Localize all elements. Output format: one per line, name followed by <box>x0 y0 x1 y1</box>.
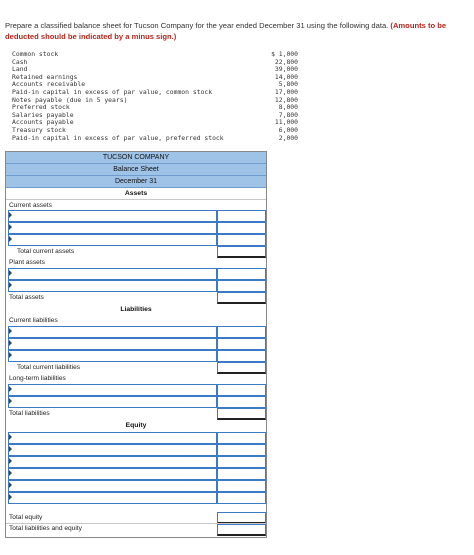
data-label: Preferred stock <box>12 103 70 112</box>
data-label: Common stock <box>12 50 59 58</box>
data-value: 39,000 <box>274 65 298 74</box>
account-select[interactable] <box>8 444 217 456</box>
amount-input[interactable] <box>217 338 266 350</box>
account-select[interactable] <box>8 468 217 480</box>
equity-heading: Equity <box>125 422 147 429</box>
data-value: $ 1,000 <box>271 50 298 58</box>
amount-input[interactable] <box>217 396 266 408</box>
account-select[interactable] <box>8 280 217 292</box>
account-select[interactable] <box>8 456 217 468</box>
plant-assets-row[interactable] <box>6 280 266 291</box>
data-label: Retained earnings <box>12 72 78 81</box>
plant-assets-label: Plant assets <box>9 259 45 266</box>
equity-row[interactable] <box>6 444 266 455</box>
current-liabilities-row[interactable] <box>6 326 266 337</box>
account-select[interactable] <box>8 492 217 504</box>
data-value: 5,800 <box>278 80 298 89</box>
account-select[interactable] <box>8 338 217 350</box>
data-values <box>238 51 298 142</box>
current-liabilities-row[interactable] <box>6 338 266 349</box>
data-value: 6,000 <box>278 125 298 134</box>
equity-row[interactable] <box>6 468 266 479</box>
data-label: Paid-in capital in excess of par value, common stock <box>12 87 213 96</box>
total-current-assets-input[interactable] <box>217 246 266 258</box>
amount-input[interactable] <box>217 234 266 246</box>
data-value: 2,000 <box>278 133 298 142</box>
account-select[interactable] <box>8 350 217 362</box>
account-select[interactable] <box>8 222 217 234</box>
instructions-text: Prepare a classified balance sheet for Tucson Company for the year ended December 31 using the following data. <box>5 21 389 30</box>
account-select[interactable] <box>8 234 217 246</box>
sheet-date: December 31 <box>6 176 266 188</box>
balance-sheet-form <box>5 151 267 538</box>
divider <box>6 199 266 200</box>
total-assets-label: Total assets <box>9 294 44 301</box>
amount-input[interactable] <box>217 222 266 234</box>
equity-row[interactable] <box>6 492 266 503</box>
amount-input[interactable] <box>217 444 266 456</box>
account-select[interactable] <box>8 210 217 222</box>
current-liabilities-row[interactable] <box>6 350 266 361</box>
total-equity-label: Total equity <box>9 514 43 521</box>
data-value: 22,800 <box>274 57 298 66</box>
total-current-liabilities-input[interactable] <box>217 362 266 374</box>
plant-assets-row[interactable] <box>6 268 266 279</box>
data-value: 7,800 <box>278 110 298 119</box>
assets-heading: Assets <box>124 190 148 197</box>
amount-input[interactable] <box>217 468 266 480</box>
current-assets-row[interactable] <box>6 222 266 233</box>
current-assets-row[interactable] <box>6 234 266 245</box>
data-label: Paid-in capital in excess of par value, preferred stock <box>12 133 224 142</box>
data-label: Accounts payable <box>12 118 74 127</box>
account-select[interactable] <box>8 480 217 492</box>
amount-input[interactable] <box>217 432 266 444</box>
long-term-liabilities-row[interactable] <box>6 396 266 407</box>
amount-input[interactable] <box>217 480 266 492</box>
sheet-statement-title: Balance Sheet <box>6 164 266 176</box>
amount-input[interactable] <box>217 210 266 222</box>
amount-input[interactable] <box>217 268 266 280</box>
account-select[interactable] <box>8 326 217 338</box>
account-select[interactable] <box>8 396 217 408</box>
data-value: 8,000 <box>278 103 298 112</box>
total-liabilities-equity-label: Total liabilities and equity <box>9 525 82 532</box>
liabilities-heading: Liabilities <box>120 306 152 313</box>
equity-row[interactable] <box>6 480 266 491</box>
total-liabilities-label: Total liabilities <box>9 410 50 417</box>
account-select[interactable] <box>8 432 217 444</box>
amount-input[interactable] <box>217 350 266 362</box>
amount-input[interactable] <box>217 384 266 396</box>
total-assets-input[interactable] <box>217 292 266 304</box>
amount-input[interactable] <box>217 326 266 338</box>
data-value: 11,000 <box>274 118 298 127</box>
long-term-liabilities-row[interactable] <box>6 384 266 395</box>
data-value: 14,000 <box>274 72 298 81</box>
total-current-liabilities-label: Total current liabilities <box>17 364 81 371</box>
data-value: 17,000 <box>274 87 298 96</box>
account-select[interactable] <box>8 384 217 396</box>
total-current-assets-label: Total current assets <box>17 248 75 255</box>
amount-input[interactable] <box>217 492 266 504</box>
data-label: Treasury stock <box>12 125 66 134</box>
instructions-emphasis: (Amounts to be deducted should be indicated by a minus sign.) <box>5 21 447 41</box>
data-label: Notes payable (due in 5 years) <box>12 95 128 104</box>
amount-input[interactable] <box>217 280 266 292</box>
data-label: Accounts receivable <box>12 80 86 89</box>
account-select[interactable] <box>8 268 217 280</box>
long-term-liabilities-label: Long-term liabilities <box>9 375 66 382</box>
total-liabilities-equity-input[interactable] <box>217 524 266 536</box>
data-label: Land <box>12 65 28 74</box>
equity-row[interactable] <box>6 456 266 467</box>
instructions <box>5 21 469 42</box>
current-assets-label: Current assets <box>9 202 52 209</box>
data-value: 12,800 <box>274 95 298 104</box>
current-assets-row[interactable] <box>6 210 266 221</box>
sheet-company-name: TUCSON COMPANY <box>6 152 266 164</box>
equity-row[interactable] <box>6 432 266 443</box>
data-label: Salaries payable <box>12 110 74 119</box>
current-liabilities-label: Current liabilities <box>9 317 58 324</box>
data-label: Cash <box>12 57 28 66</box>
total-liabilities-input[interactable] <box>217 408 266 420</box>
amount-input[interactable] <box>217 456 266 468</box>
